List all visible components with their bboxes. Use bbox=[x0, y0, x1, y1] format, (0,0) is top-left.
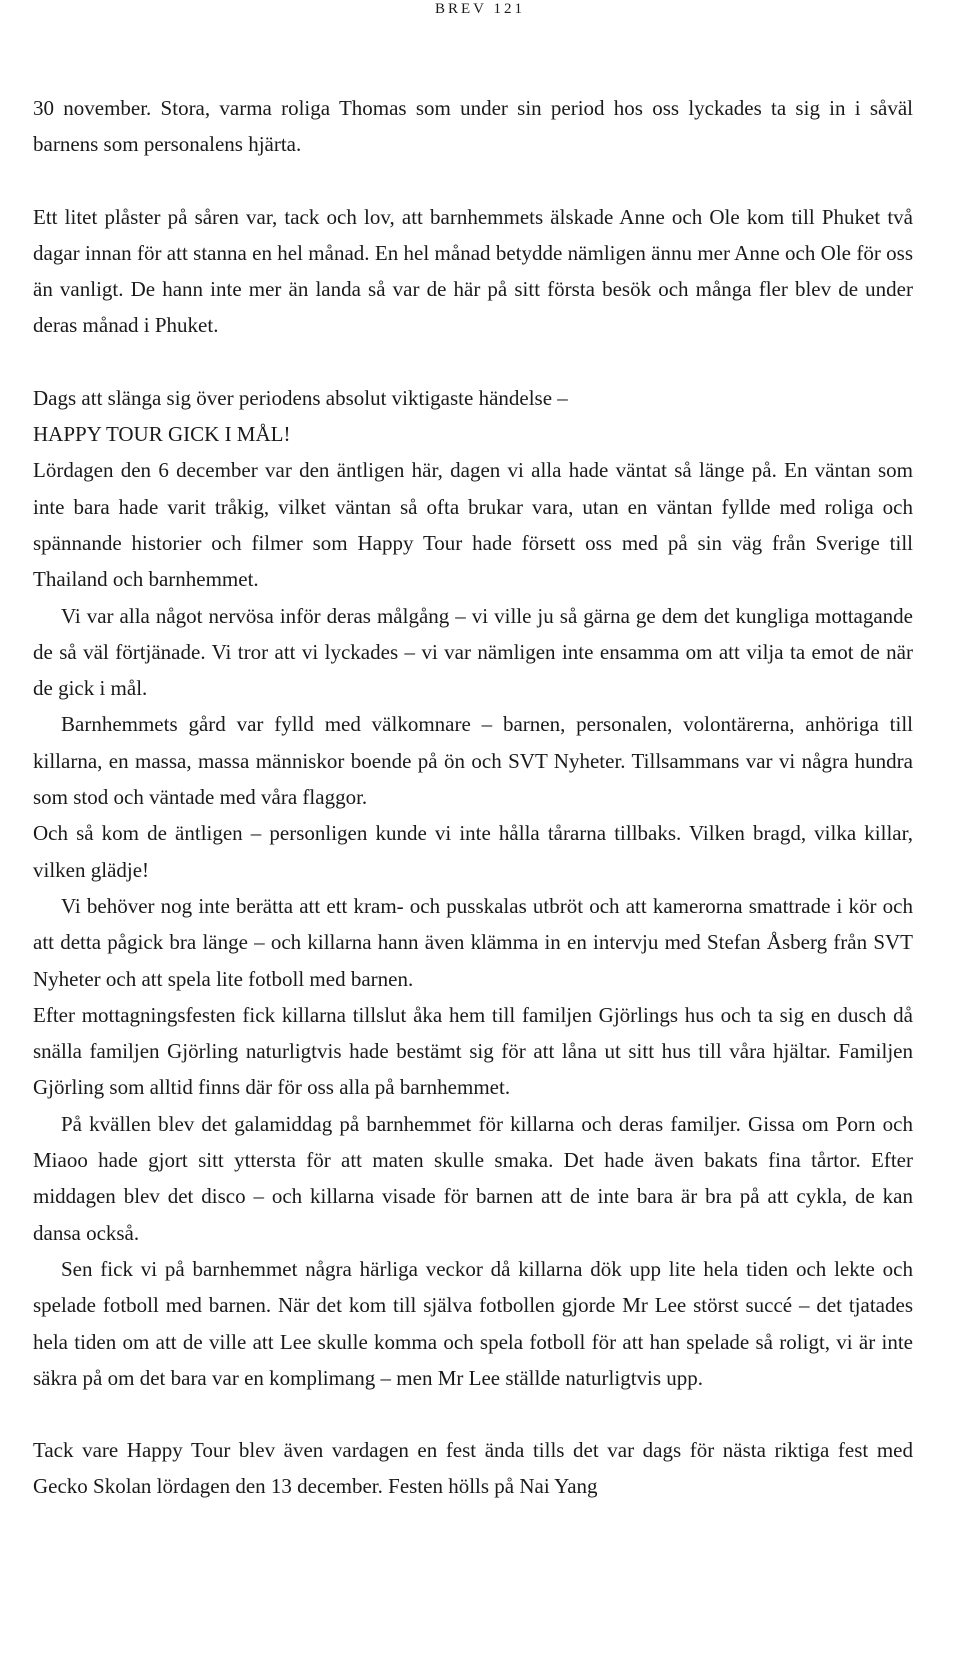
paragraph: 30 november. Stora, varma roliga Thomas som under sin period hos oss lyckades ta sig in i såväl barnens som personalens hjärta. bbox=[33, 96, 913, 157]
body-text bbox=[33, 90, 913, 1505]
paragraph: Vi var alla något nervösa inför deras målgång – vi ville ju så gärna ge dem det kungliga mottagande de så väl förtjänade. Vi tror att vi lyckades – vi var nämligen inte ensamma om att vilja ta emot de när de gick i mål. bbox=[33, 603, 913, 701]
paragraph: Ett litet plåster på såren var, tack och lov, att barnhemmets älskade Anne och Ole kom till Phuket två dagar innan för att stanna en hel månad. En hel månad betydde nämligen ännu mer Anne och Ole för oss än vanligt. De hann inte mer än landa så var de här på sitt första besök och många fler blev de under deras månad i Phuket. bbox=[33, 204, 913, 338]
paragraph: Sen fick vi på barnhemmet några härliga veckor då killarna dök upp lite hela tiden och lekte och spelade fotboll med barnen. När det kom till själva fotbollen gjorde Mr Lee störst succé – det tjatades hela tiden om att de ville att Lee skulle komma och spela fotboll för att han spelade så roligt, vi är inte säkra på om det bara var en komplimang – men Mr Lee ställde naturligtvis upp. bbox=[33, 1256, 913, 1390]
paragraph: Lördagen den 6 december var den äntligen här, dagen vi alla hade väntat så länge på. En väntan som inte bara hade varit tråkig, vilket väntan så ofta brukar vara, utan en väntan fyllde med roliga och spännande historier och filmer som Happy Tour hade försett oss med på sin väg från Sverige till Thailand och barnhemmet. bbox=[33, 458, 913, 592]
section-heading: HAPPY TOUR GICK I MÅL! bbox=[33, 422, 291, 447]
paragraph: Efter mottagningsfesten fick killarna tillslut åka hem till familjen Gjörlings hus och ta sig en dusch då snälla familjen Gjörling naturligtvis hade bestämt sig för att låna ut sitt hus till våra hjältar. Familjen Gjörling som alltid finns där för oss alla på barnhemmet. bbox=[33, 1002, 913, 1100]
paragraph: Barnhemmets gård var fylld med välkomnare – barnen, personalen, volontärerna, anhöriga till killarna, en massa, massa människor boende på ön och SVT Nyheter. Tillsammans var vi några hundra som stod och väntade med våra flaggor. bbox=[33, 712, 913, 810]
running-head: BREV 121 bbox=[435, 1, 525, 17]
paragraph: Och så kom de äntligen – personligen kunde vi inte hålla tårarna tillbaks. Vilken bragd, vilka killar, vilken glädje! bbox=[33, 821, 913, 882]
paragraph: På kvällen blev det galamiddag på barnhemmet för killarna och deras familjer. Gissa om Porn och Miaoo hade gjort sitt yttersta för att maten skulle smaka. Det hade även bakats fina tårtor. Efter middagen blev det disco – och killarna visade för barnen att de inte bara är bra på att cykla, de kan dansa också. bbox=[33, 1111, 913, 1245]
paragraph: Vi behöver nog inte berätta att ett kram- och pusskalas utbröt och att kamerorna smattrade i kör och att detta pågick bra länge – och killarna hann även klämma in en intervju med Stefan Åsberg från SVT Nyheter och att spela lite fotboll med barnen. bbox=[33, 893, 913, 991]
paragraph: Dags att slänga sig över periodens absolut viktigaste händelse – bbox=[33, 385, 568, 410]
paragraph: Tack vare Happy Tour blev även vardagen en fest ända tills det var dags för nästa riktiga fest med Gecko Skolan lördagen den 13 december. Festen hölls på Nai Yang bbox=[33, 1438, 913, 1499]
